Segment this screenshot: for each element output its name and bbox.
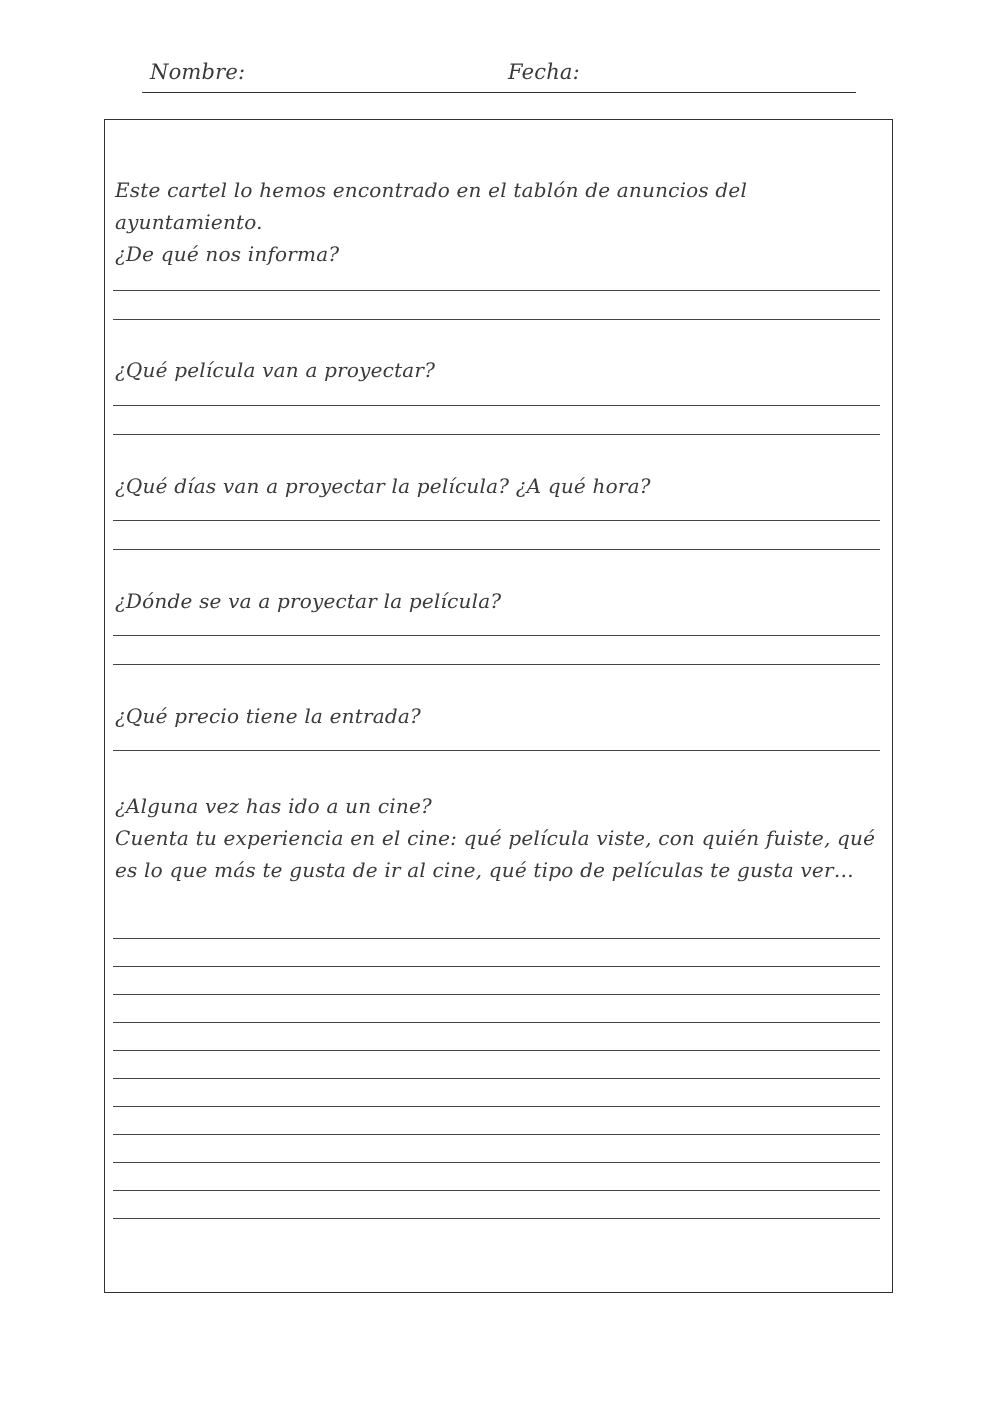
answer-line-q2-2[interactable] [113, 434, 880, 435]
answer-line-q6-3[interactable] [113, 994, 880, 995]
question-3-line-1: ¿Qué días van a proyectar la película? ¿A qué hora? [115, 474, 651, 498]
question-3 [115, 470, 651, 502]
question-5-line-1: ¿Qué precio tiene la entrada? [115, 704, 421, 728]
answer-line-q6-9[interactable] [113, 1162, 880, 1163]
answer-line-q4-1[interactable] [113, 635, 880, 636]
question-6-line-1: ¿Alguna vez has ido a un cine? [115, 794, 432, 818]
answer-line-q6-5[interactable] [113, 1050, 880, 1051]
answer-line-q1-1[interactable] [113, 290, 880, 291]
question-5 [115, 700, 421, 732]
question-4 [115, 585, 501, 617]
answer-line-q6-2[interactable] [113, 966, 880, 967]
question-1-line-3: ¿De qué nos informa? [115, 242, 340, 266]
answer-line-q6-1[interactable] [113, 938, 880, 939]
date-label: Fecha: [508, 60, 580, 84]
question-1-line-2: ayuntamiento. [115, 210, 263, 234]
answer-line-q6-11[interactable] [113, 1218, 880, 1219]
answer-line-q2-1[interactable] [113, 405, 880, 406]
answer-line-q6-7[interactable] [113, 1106, 880, 1107]
question-4-line-1: ¿Dónde se va a proyectar la película? [115, 589, 502, 613]
question-6-line-2: Cuenta tu experiencia en el cine: qué película viste, con quién fuiste, qué [115, 826, 876, 850]
answer-line-q5-1[interactable] [113, 750, 880, 751]
worksheet-header [142, 58, 856, 93]
answer-line-q6-8[interactable] [113, 1134, 880, 1135]
answer-line-q6-10[interactable] [113, 1190, 880, 1191]
answer-line-q3-1[interactable] [113, 520, 880, 521]
answer-line-q4-2[interactable] [113, 664, 880, 665]
question-1 [115, 174, 747, 270]
answer-line-q1-2[interactable] [113, 319, 880, 320]
question-1-line-1: Este cartel lo hemos encontrado en el tablón de anuncios del [115, 178, 748, 202]
question-2-line-1: ¿Qué película van a proyectar? [115, 358, 436, 382]
question-2 [115, 354, 435, 386]
question-6-line-3: es lo que más te gusta de ir al cine, qué tipo de películas te gusta ver… [115, 858, 854, 882]
answer-line-q3-2[interactable] [113, 549, 880, 550]
worksheet-frame [104, 119, 893, 1293]
question-6 [115, 790, 875, 886]
name-label: Nombre: [150, 60, 246, 84]
answer-line-q6-4[interactable] [113, 1022, 880, 1023]
answer-line-q6-6[interactable] [113, 1078, 880, 1079]
